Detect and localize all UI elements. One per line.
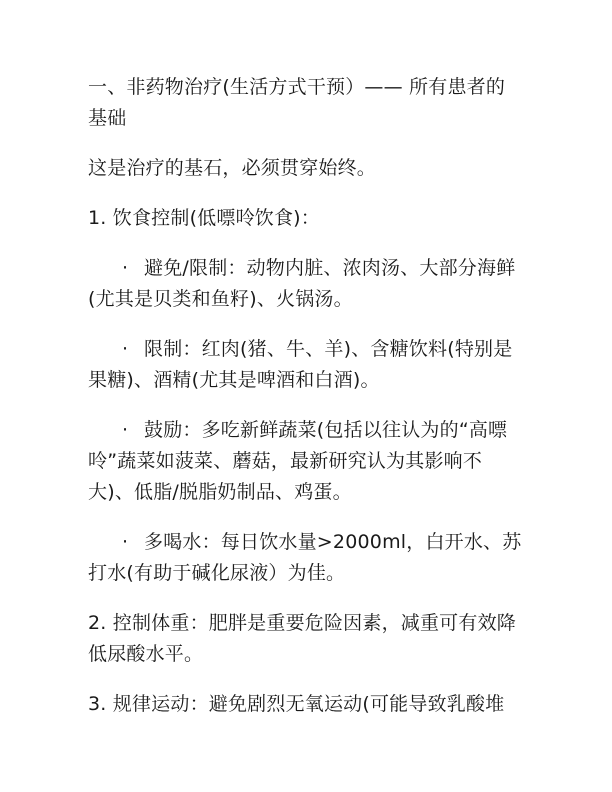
bullet-text: 避免/限制：动物内脏、浓肉汤、大部分海鲜(尤其是贝类和鱼籽)、火锅汤。 [88, 257, 516, 310]
bullet-avoid-limit [88, 253, 524, 315]
bullet-dot: · [122, 257, 129, 279]
bullet-limit [88, 334, 524, 396]
bullet-text: 鼓励：多吃新鲜蔬菜(包括以往认为的“高嘌呤”蔬菜如菠菜、蘑菇，最新研究认为其影响不大)、低脂/脱脂奶制品、鸡蛋。 [88, 419, 508, 503]
intro-paragraph: 这是治疗的基石，必须贯穿始终。 [88, 157, 377, 179]
bullet-encourage [88, 415, 524, 508]
bullet-text: 限制：红肉(猪、牛、羊)、含糖饮料(特别是果糖)、酒精(尤其是啤酒和白酒)。 [88, 338, 513, 391]
bullet-text: 多喝水：每日饮水量>2000ml，白开水、苏打水(有助于碱化尿液）为佳。 [88, 531, 522, 584]
section-heading: 一、非药物治疗(生活方式干预）—— 所有患者的基础 [88, 76, 506, 129]
bullet-dot: · [122, 338, 129, 360]
item-weight-control: 2. 控制体重：肥胖是重要危险因素，减重可有效降低尿酸水平。 [88, 612, 516, 665]
item-regular-exercise: 3. 规律运动：避免剧烈无氧运动(可能导致乳酸堆 [88, 693, 505, 715]
bullet-drink-water [88, 527, 524, 589]
bullet-dot: · [122, 419, 129, 441]
item-diet-control: 1. 饮食控制(低嘌呤饮食)： [88, 207, 320, 229]
bullet-dot: · [122, 531, 129, 553]
